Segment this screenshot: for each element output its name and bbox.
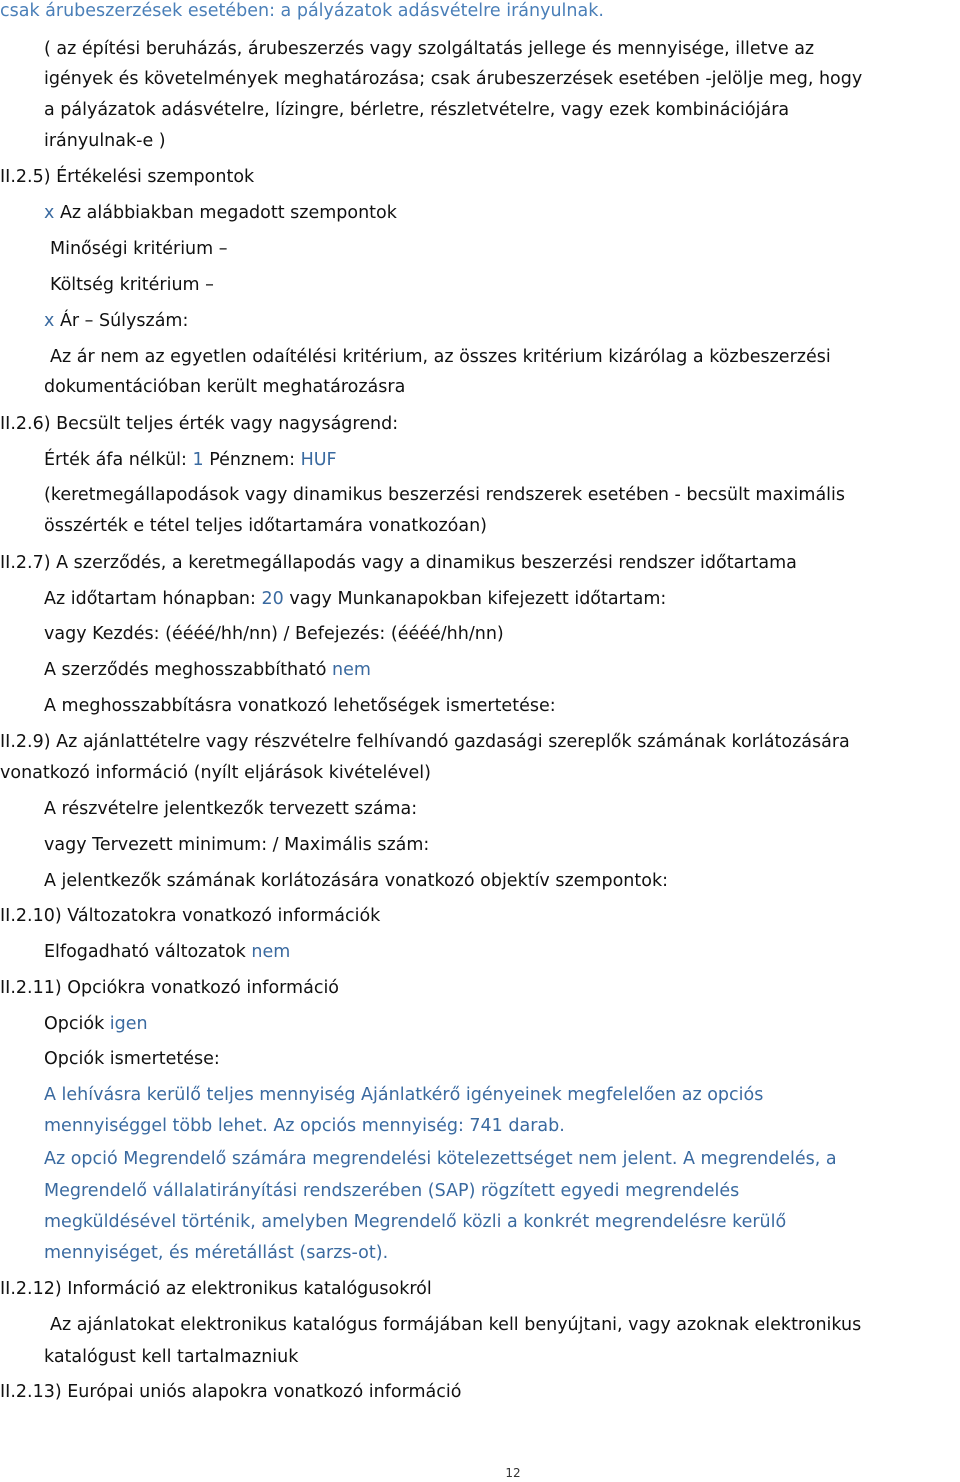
section-2-2-10-title: II.2.10) Változatokra vonatkozó információk — [0, 906, 381, 926]
section-2-2-11-title: II.2.11) Opciókra vonatkozó információ — [0, 978, 340, 998]
section-2-2-12-title: II.2.12) Információ az elektronikus katalógusokról — [0, 1279, 432, 1299]
section-2-2-7-title: II.2.7) A szerződés, a keretmegállapodás vagy a dinamikus beszerzési rendszer időtartama — [0, 553, 797, 573]
options-text-line-2: mennyiséggel több lehet. Az opciós mennyiség: 741 darab. — [44, 1116, 565, 1136]
intro-line-4: irányulnak-e ) — [44, 131, 166, 151]
options-text-line-1: A lehívásra kerülő teljes mennyiség Ajánlatkérő igényeinek megfelelően az opciós — [44, 1085, 764, 1105]
value-amount: 1 — [192, 450, 204, 470]
criteria-option-specified: x Az alábbiakban megadott szempontok — [44, 203, 397, 223]
months-value: 20 — [261, 589, 284, 609]
options-value: igen — [109, 1014, 148, 1034]
quality-criterion: Minőségi kritérium – — [50, 239, 228, 259]
planned-candidates: A részvételre jelentkezők tervezett száma: — [44, 799, 418, 819]
duration-dates: vagy Kezdés: (éééé/hh/nn) / Befejezés: (éééé/hh/nn) — [44, 624, 504, 644]
variants-accepted: Elfogadható változatok nem — [44, 942, 291, 962]
checkmark-x: x — [44, 311, 55, 331]
options-text-line-3: Az opció Megrendelő számára megrendelési kötelezettséget nem jelent. A megrendelés, a — [44, 1149, 837, 1169]
min-max-candidates: vagy Tervezett minimum: / Maximális szám: — [44, 835, 430, 855]
options: Opciók igen — [44, 1014, 148, 1034]
options-text-line-4: Megrendelő vállalatirányítási rendszerében (SAP) rögzített egyedi megrendelés — [44, 1181, 740, 1201]
criteria-note-line-1: Az ár nem az egyetlen odaítélési kritérium, az összes kritérium kizárólag a közbeszerzési — [50, 347, 831, 367]
duration-months: Az időtartam hónapban: 20 vagy Munkanapokban kifejezett időtartam: — [44, 589, 667, 609]
variants-value: nem — [251, 942, 291, 962]
extension-description: A meghosszabbításra vonatkozó lehetőségek ismertetése: — [44, 696, 556, 716]
extension-value: nem — [332, 660, 371, 680]
limitation-criteria: A jelentkezők számának korlátozására vonatkozó objektív szempontok: — [44, 871, 668, 891]
section-2-2-9-title-line-2: vonatkozó információ (nyílt eljárások kivételével) — [0, 763, 431, 783]
value-note-line-2: összérték e tétel teljes időtartamára vonatkozóan) — [44, 516, 488, 536]
page-number: 12 — [505, 1466, 521, 1480]
section-2-2-13-title: II.2.13) Európai uniós alapokra vonatkozó információ — [0, 1382, 462, 1402]
currency-value: HUF — [300, 450, 337, 470]
section-2-2-9-title-line-1: II.2.9) Az ajánlattételre vagy részvételre felhívandó gazdasági szereplők számának korlátozására — [0, 732, 850, 752]
estimated-value: Érték áfa nélkül: 1 Pénznem: HUF — [44, 450, 337, 470]
intro-line-1: ( az építési beruházás, árubeszerzés vagy szolgáltatás jellege és mennyisége, illetve az — [44, 39, 815, 59]
section-2-2-5-title: II.2.5) Értékelési szempontok — [0, 167, 255, 187]
cost-criterion: Költség kritérium – — [50, 275, 214, 295]
catalogue-line-2: katalógust kell tartalmazniuk — [44, 1347, 299, 1367]
options-description-label: Opciók ismertetése: — [44, 1049, 220, 1069]
top-line: csak árubeszerzések esetében: a pályázatok adásvételre irányulnak. — [0, 1, 604, 21]
options-text-line-6: mennyiséget, és méretállást (sarzs-ot). — [44, 1243, 389, 1263]
value-note-line-1: (keretmegállapodások vagy dinamikus beszerzési rendszerek esetében - becsült maximális — [44, 485, 846, 505]
checkmark-x: x — [44, 203, 55, 223]
price-criterion: x Ár – Súlyszám: — [44, 311, 189, 331]
criteria-note-line-2: dokumentációban került meghatározásra — [44, 377, 406, 397]
catalogue-line-1: Az ajánlatokat elektronikus katalógus formájában kell benyújtani, vagy azoknak elektronikus — [50, 1315, 862, 1335]
options-text-line-5: megküldésével történik, amelyben Megrendelő közli a konkrét megrendelésre kerülő — [44, 1212, 787, 1232]
intro-line-2: igények és követelmények meghatározása; csak árubeszerzések esetében -jelölje meg, hogy — [44, 69, 863, 89]
extension-possible: A szerződés meghosszabbítható nem — [44, 660, 371, 680]
intro-line-3: a pályázatok adásvételre, lízingre, bérletre, részletvételre, vagy ezek kombinációjára — [44, 100, 790, 120]
section-2-2-6-title: II.2.6) Becsült teljes érték vagy nagyságrend: — [0, 414, 399, 434]
